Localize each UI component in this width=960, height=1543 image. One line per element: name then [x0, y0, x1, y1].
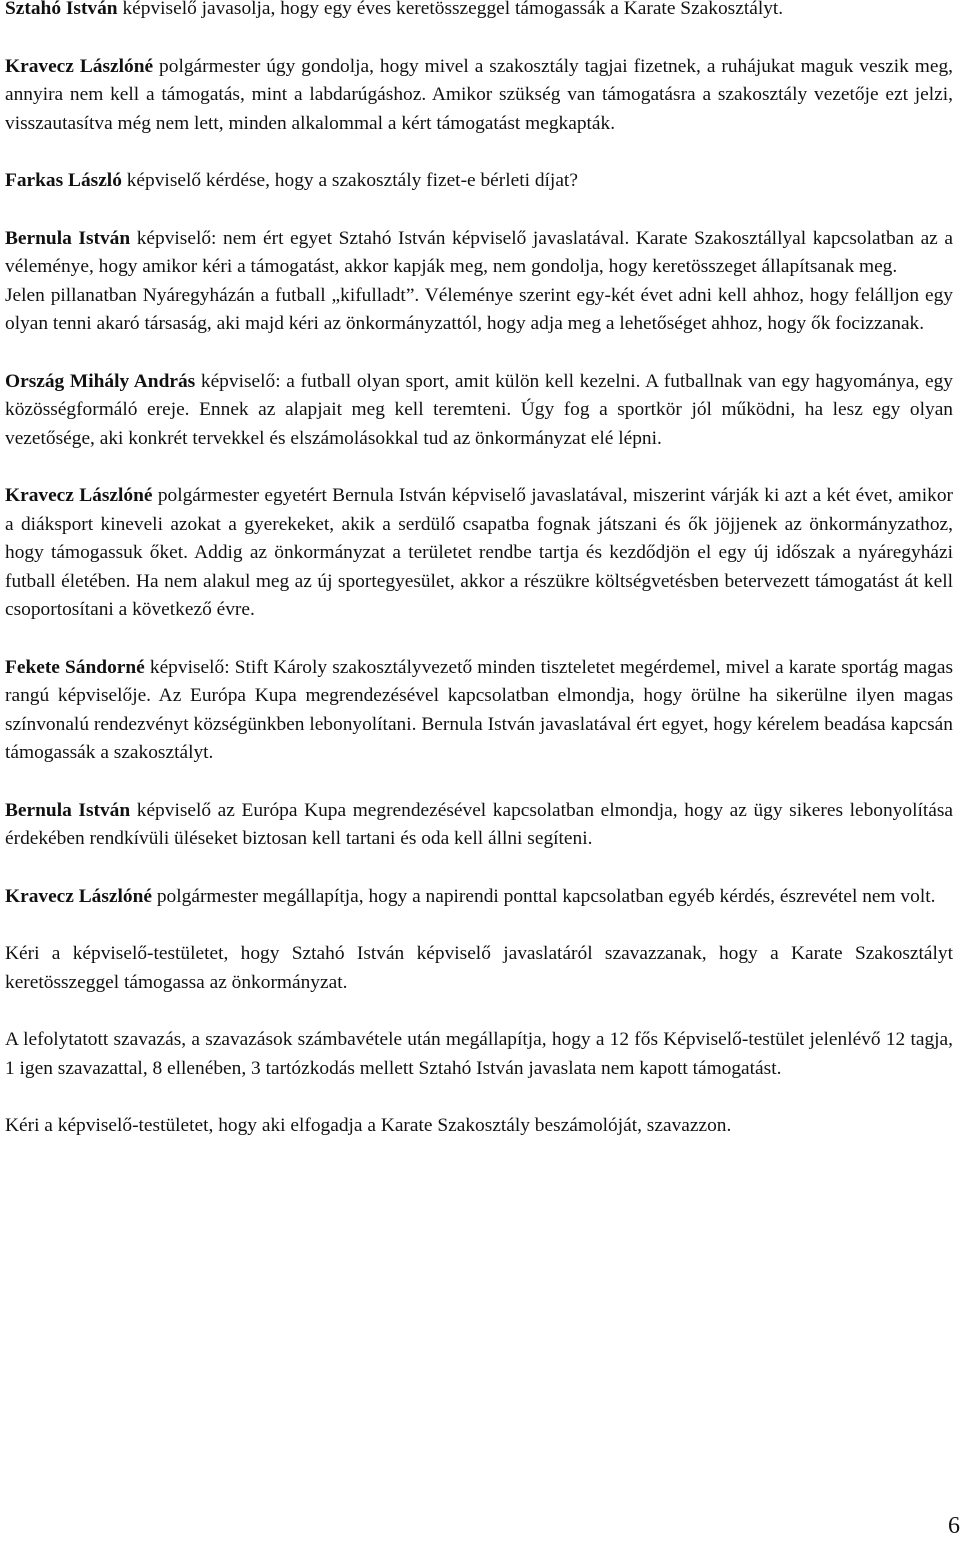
- paragraph-sztaho-proposal: [5, 0, 953, 24]
- speaker-name: Bernula István: [5, 227, 131, 249]
- paragraph-text: képviselő: Stift Károly szakosztályvezető minden tiszteletet megérdemel, mivel a karate sportág magas rangú képviselője. Az Európa Kupa megrendezésével kapcsolatban elmondja, hogy örülne ha sikerülne ilyen magas színvonalú rendezvényt községünkben lebonyolítani. Bernula István javaslatával ért egyet, hogy kérelem beadása kapcsán támogassák a szakosztályt.: [5, 656, 953, 763]
- speaker-name: Farkas László: [5, 170, 122, 191]
- paragraph-bernula-europa-kupa: [5, 797, 953, 854]
- paragraph-text: Kéri a képviselő-testületet, hogy aki elfogadja a Karate Szakosztály beszámolóját, szavazzon.: [5, 1115, 732, 1136]
- paragraph-orszag-opinion: [5, 368, 953, 454]
- paragraph-text: képviselő az Európa Kupa megrendezésével kapcsolatban elmondja, hogy az ügy sikeres lebonyolítása érdekében rendkívüli üléseket biztosan kell tartani és oda kell állni segíteni.: [5, 799, 953, 849]
- speaker-name: Kravecz Lászlóné: [5, 485, 153, 506]
- paragraph-text: képviselő javasolja, hogy egy éves keretösszeggel támogassák a Karate Szakosztályt.: [117, 0, 784, 19]
- speaker-name: Bernula István: [5, 799, 131, 821]
- paragraph-kravecz-closing: [5, 883, 953, 912]
- paragraph-vote-result: [5, 1026, 953, 1083]
- page-number: 6: [948, 1513, 960, 1539]
- paragraph-text: A lefolytatott szavazás, a szavazások számbavétele után megállapítja, hogy a 12 fős Képviselő-testület jelenlévő 12 tagja, 1 igen szavazattal, 8 ellenében, 3 tartózkodás mellett Sztahó István javaslata nem kapott támogatást.: [5, 1029, 953, 1079]
- paragraph-text: polgármester úgy gondolja, hogy mivel a szakosztály tagjai fizetnek, a ruhájukat maguk veszik meg, annyira nem kell a támogatás, mint a labdarúgáshoz. Amikor szükség van támogatásra a szakosztály vezetője ezt jelzi, visszautasítva még nem lett, minden alkalommal a kért támogatást megkapták.: [5, 55, 953, 134]
- speaker-name: Sztahó István: [5, 0, 118, 19]
- paragraph-kravecz-opinion: [5, 53, 953, 139]
- paragraph-fekete-opinion: [5, 654, 953, 768]
- paragraph-text: képviselő: nem ért egyet Sztahó István képviselő javaslatával. Karate Szakosztállyal kapcsolatban az a véleménye, hogy amikor kéri a támogatást, akkor kapják meg, nem gondolja, hogy keretösszeget állapítsanak meg.: [5, 227, 953, 277]
- paragraph-kravecz-agrees: [5, 482, 953, 625]
- paragraph-farkas-question: [5, 167, 953, 196]
- paragraph-text: Kéri a képviselő-testületet, hogy Sztahó István képviselő javaslatáról szavazzanak, hogy a Karate Szakosztályt keretösszeggel támogassa az önkormányzat.: [5, 943, 953, 993]
- paragraph-vote-request: [5, 940, 953, 997]
- paragraph-text: polgármester egyetért Bernula István képviselő javaslatával, miszerint várják ki azt a két évet, amikor a diáksport kineveli azokat a gyerekeket, akik a serdülő csapatba fognak játszani és ők jöjjenek az önkormányzathoz, hogy támogassuk őket. Addig az önkormányzat a területet rendbe tartja és kezdődjön el egy új időszak a nyáregyházi futball életében. Ha nem alakul meg az új sportegyesület, akkor a részükre költségvetésben betervezett támogatást át kell csoportosítani a következő évre.: [5, 485, 953, 620]
- paragraph-report-vote-request: [5, 1112, 953, 1141]
- paragraph-text: képviselő: a futball olyan sport, amit külön kell kezelni. A futballnak van egy hagyománya, egy közösségformáló ereje. Ennek az alapjait meg kell teremteni. Úgy fog a sportkör jól működni, ha lesz egy olyan vezetősége, aki konkrét tervekkel és elszámolásokkal tud az önkormányzat elé lépni.: [5, 370, 954, 449]
- paragraph-text: polgármester megállapítja, hogy a napirendi ponttal kapcsolatban egyéb kérdés, észrevétel nem volt.: [152, 885, 936, 907]
- speaker-name: Fekete Sándorné: [5, 656, 145, 678]
- paragraph-continuation: Jelen pillanatban Nyáregyházán a futball „kifulladt”. Véleménye szerint egy-két évet adni kell ahhoz, hogy felálljon egy olyan tenni akaró társaság, aki majd kéri az önkormányzattól, hogy adja meg a lehetőséget ahhoz, hogy ők focizzanak.: [5, 284, 953, 334]
- speaker-name: Kravecz Lászlóné: [5, 55, 154, 77]
- speaker-name: Kravecz Lászlóné: [5, 885, 153, 907]
- paragraph-text: képviselő kérdése, hogy a szakosztály fizet-e bérleti díjat?: [121, 170, 578, 191]
- document-page: [5, 0, 953, 1170]
- paragraph-bernula-opinion: [5, 225, 953, 339]
- speaker-name: Ország Mihály András: [5, 370, 196, 392]
